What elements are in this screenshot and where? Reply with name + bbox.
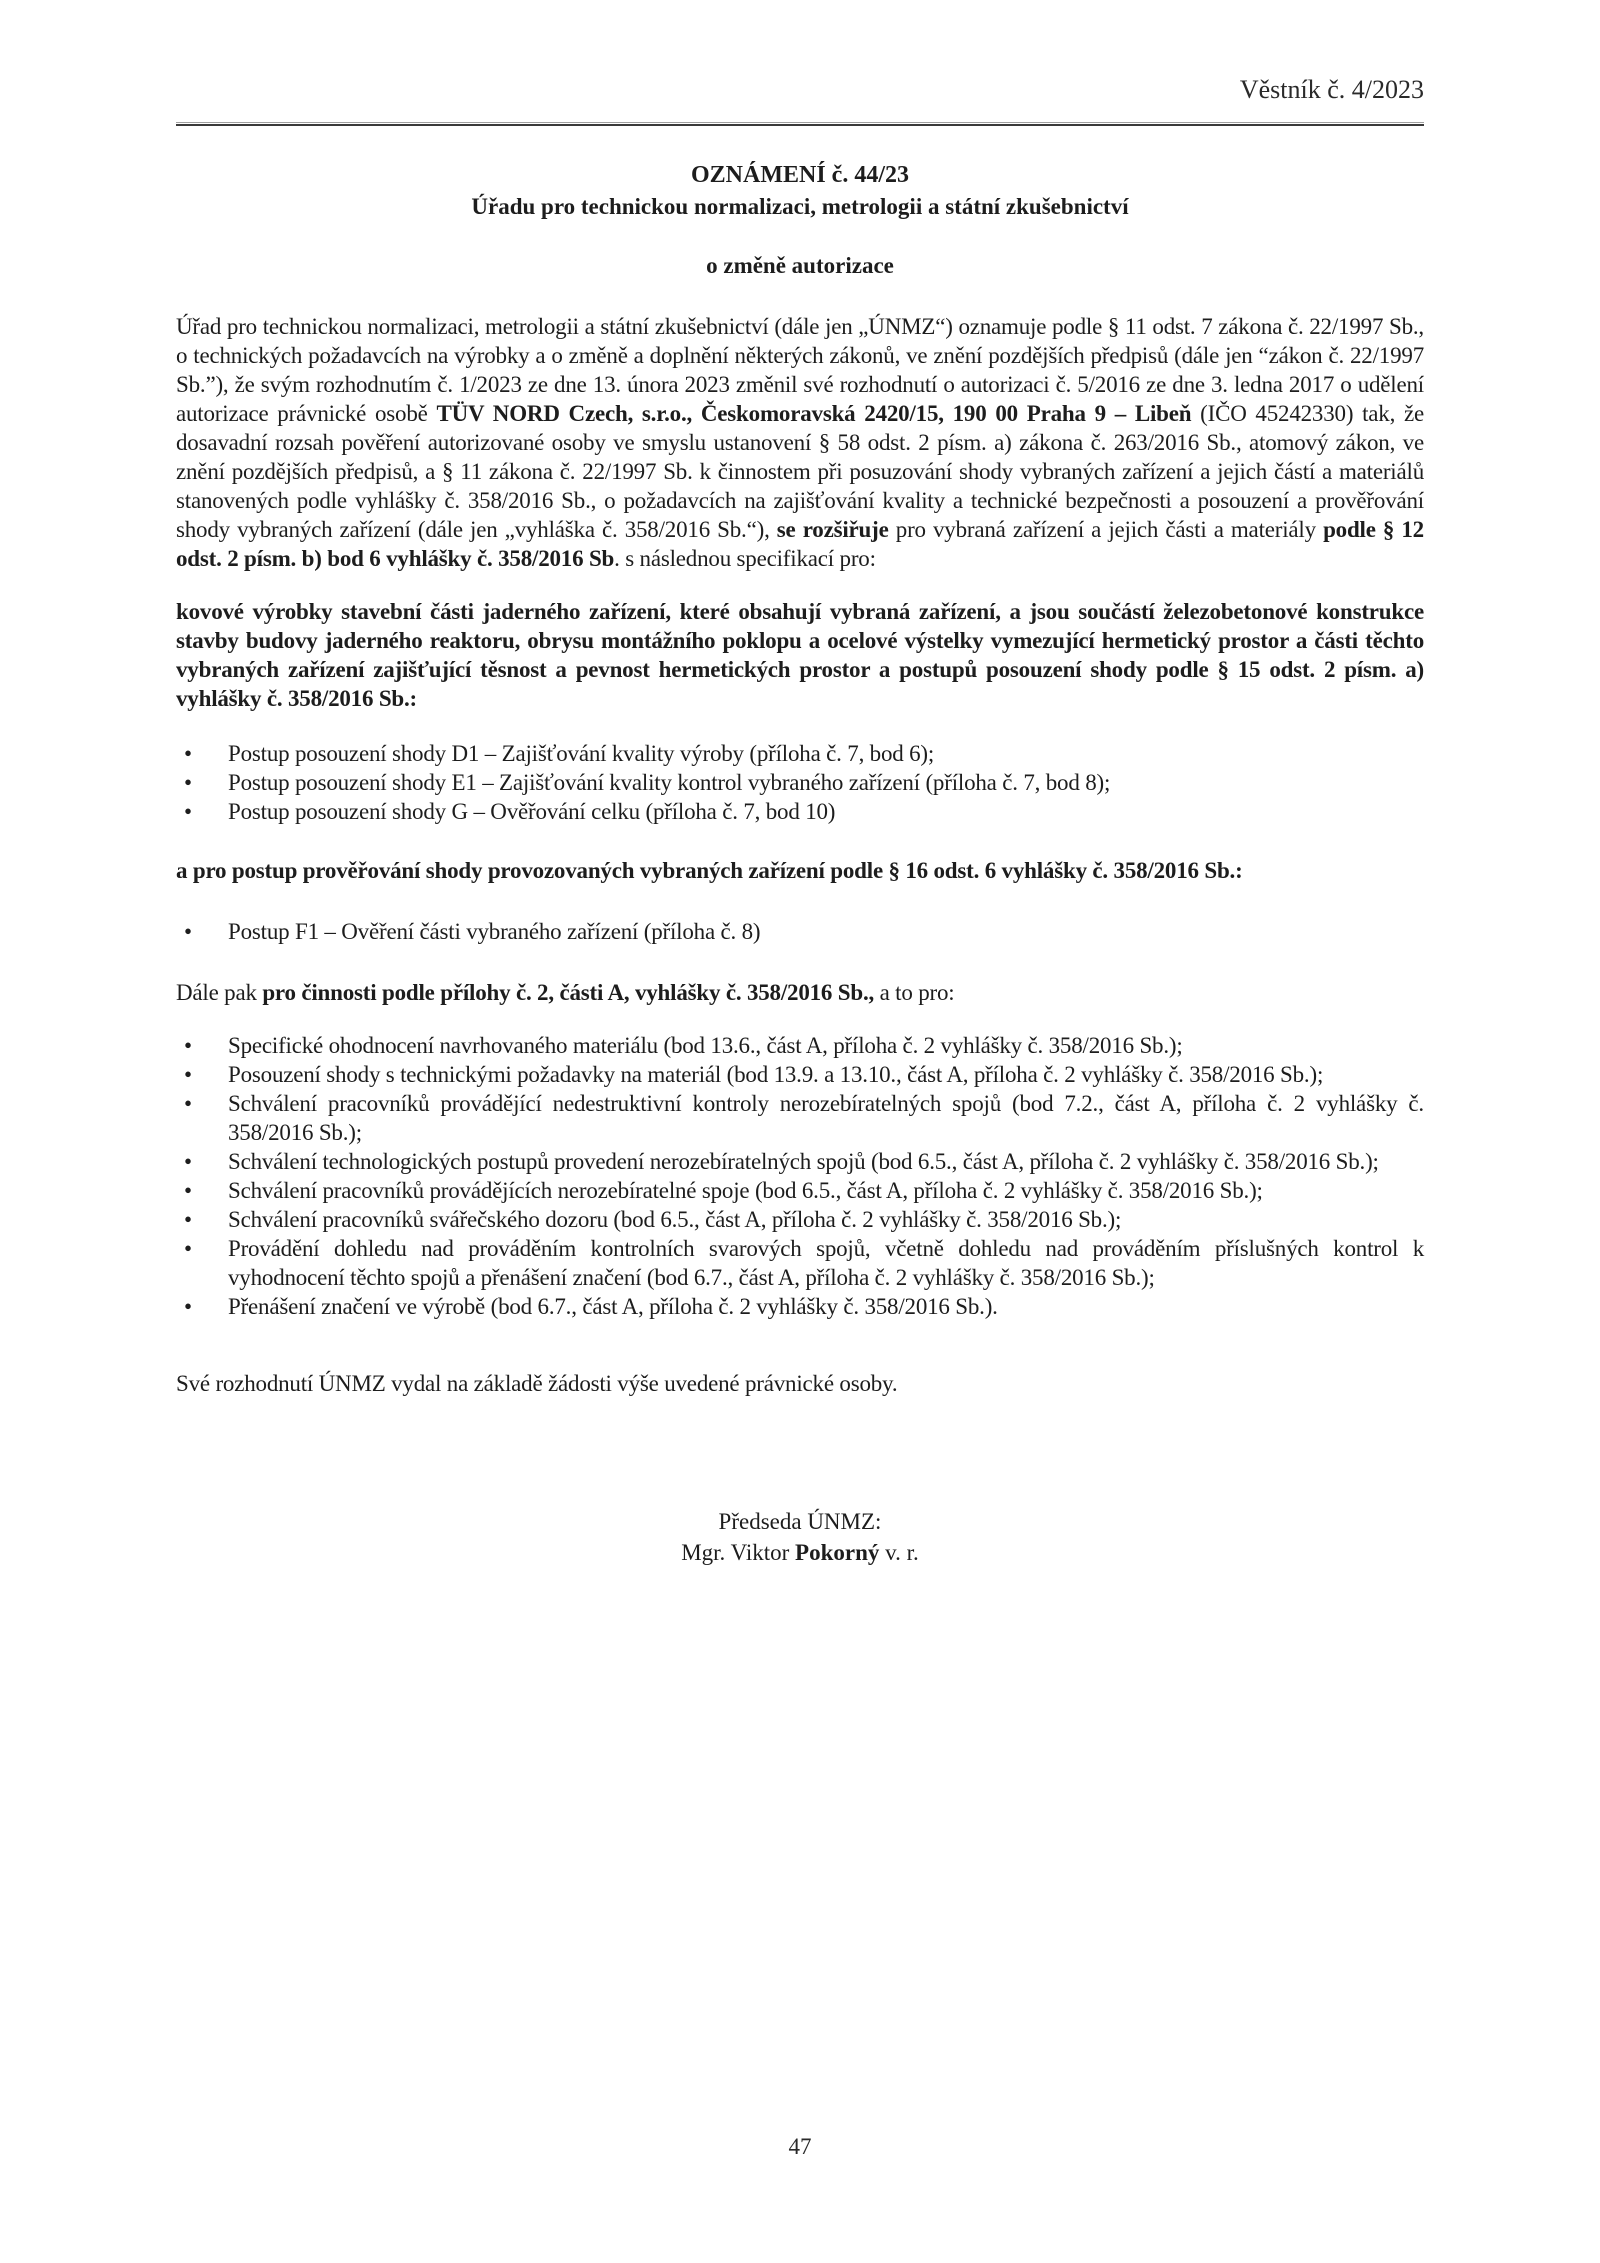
list-item — [176, 768, 1424, 797]
text-run: . s následnou specifikací pro: — [614, 546, 876, 571]
list-item — [176, 1205, 1424, 1234]
list-item-text: Postup F1 – Ověření části vybraného zařízení (příloha č. 8) — [228, 919, 761, 944]
text-run-bold: pro činnosti podle přílohy č. 2, části A, vyhlášky č. 358/2016 Sb., — [262, 980, 875, 1005]
bullet-icon: • — [184, 1294, 192, 1319]
list-item-text: Schválení technologických postupů provedení nerozebíratelných spojů (bod 6.5., část A, příloha č. 2 vyhlášky č. 358/2016 Sb.); — [228, 1149, 1379, 1174]
verification-list — [176, 917, 1424, 946]
list-item — [176, 1031, 1424, 1060]
notice-subject: o změně autorizace — [706, 253, 894, 278]
bullet-icon: • — [184, 919, 192, 944]
list-item-text: Schválení pracovníků svářečského dozoru (bod 6.5., část A, příloha č. 2 vyhlášky č. 358/2016 Sb.); — [228, 1207, 1122, 1232]
bullet-icon: • — [184, 799, 192, 824]
list-item-text: Schválení pracovníků provádějící nedestruktivní kontroly nerozebíratelných spojů (bod 7.2., část A, příloha č. 2 vyhlášky č. 358/2016 Sb.); — [228, 1091, 1424, 1145]
list-item-text: Postup posouzení shody D1 – Zajišťování kvality výroby (příloha č. 7, bod 6); — [228, 741, 935, 766]
text-run: Úřad pro technickou normalizaci, metrologii a státní zkušebnictví (dále jen „ÚNMZ“) oznamuje podle § 11 odst. 7 zákona č. 22/1997 Sb., o technických požadavcích na výrobky a o změně a doplnění některých zákonů, ve znění pozdějších předpisů (dále jen “zákon č. 22/1997 Sb.”), že svým rozhodnutím č. 1/2023 ze dne 13. února 2023 změnil své rozhodnutí o autorizaci č. 5/2016 ze dne 3. ledna 2017 o udělení autorizace právnické osobě — [176, 314, 1424, 426]
list-item — [176, 1147, 1424, 1176]
list-item-text: Provádění dohledu nad prováděním kontrolních svarových spojů, včetně dohledu nad prováděním příslušných kontrol k vyhodnocení těchto spojů a přenášení značení (bod 6.7., část A, příloha č. 2 vyhlášky č. 358/2016 Sb.); — [228, 1236, 1424, 1290]
list-item — [176, 1089, 1424, 1147]
notice-authority: Úřadu pro technickou normalizaci, metrologii a státní zkušebnictví — [471, 194, 1129, 219]
list-item-text: Schválení pracovníků provádějících nerozebíratelné spoje (bod 6.5., část A, příloha č. 2 vyhlášky č. 358/2016 Sb.); — [228, 1178, 1263, 1203]
intro-paragraph — [176, 312, 1424, 573]
list-item — [176, 917, 1424, 946]
text-run: a to pro: — [874, 980, 955, 1005]
page-number: 47 — [788, 2134, 812, 2159]
list-item-text: Posouzení shody s technickými požadavky na materiál (bod 13.9. a 13.10., část A, příloha č. 2 vyhlášky č. 358/2016 Sb.); — [228, 1062, 1324, 1087]
signature-block — [176, 1506, 1424, 1568]
closing-paragraph: Své rozhodnutí ÚNMZ vydal na základě žádosti výše uvedené právnické osoby. — [176, 1371, 898, 1396]
text-run-bold: podle § 12 odst. 2 písm. b) bod 6 vyhlášky č. 358/2016 Sb — [176, 517, 1424, 571]
bullet-icon: • — [184, 1091, 192, 1116]
bullet-icon: • — [184, 1236, 192, 1261]
bullet-icon: • — [184, 1062, 192, 1087]
verification-heading: a pro postup prověřování shody provozovaných vybraných zařízení podle § 16 odst. 6 vyhlášky č. 358/2016 Sb.: — [176, 858, 1243, 883]
text-run-bold: TÜV NORD Czech, s.r.o., Českomoravská 2420/15, 190 00 Praha 9 – Libeň — [436, 401, 1192, 426]
bullet-icon: • — [184, 1033, 192, 1058]
procedures-list — [176, 739, 1424, 826]
notice-title: OZNÁMENÍ č. 44/23 — [691, 162, 909, 188]
text-run-bold: Pokorný — [795, 1540, 880, 1565]
bullet-icon: • — [184, 1149, 192, 1174]
text-run: v. r. — [879, 1540, 919, 1565]
bullet-icon: • — [184, 1178, 192, 1203]
scope-paragraph: kovové výrobky stavební části jaderného zařízení, které obsahují vybraná zařízení, a jsou součástí železobetonové konstrukce stavby budovy jaderného reaktoru, obrysu montážního poklopu a ocelové výstelky vymezující hermetický prostor a části těchto vybraných zařízení zajišťující těsnost a pevnost hermetických prostor a postupů posouzení shody podle § 15 odst. 2 písm. a) vyhlášky č. 358/2016 Sb.: — [176, 599, 1424, 711]
gazette-header: Věstník č. 4/2023 — [1239, 75, 1424, 104]
bullet-icon: • — [184, 1207, 192, 1232]
list-item — [176, 797, 1424, 826]
signature-name — [176, 1537, 1424, 1568]
list-item — [176, 1234, 1424, 1292]
text-run: Dále pak — [176, 980, 263, 1005]
list-item — [176, 1060, 1424, 1089]
text-run: pro vybraná zařízení a jejich části a materiály — [888, 517, 1324, 542]
activities-list — [176, 1031, 1424, 1321]
list-item — [176, 1176, 1424, 1205]
list-item-text: Přenášení značení ve výrobě (bod 6.7., část A, příloha č. 2 vyhlášky č. 358/2016 Sb.). — [228, 1294, 998, 1319]
list-item-text: Postup posouzení shody G – Ověřování celku (příloha č. 7, bod 10) — [228, 799, 836, 824]
text-run-bold: se rozšiřuje — [776, 517, 889, 542]
text-run: (IČO 45242330) tak, že dosavadní rozsah pověření autorizované osoby ve smyslu ustanovení § 58 odst. 2 písm. a) zákona č. 263/2016 Sb., atomový zákon, ve znění pozdějších předpisů, a § 11 zákona č. 22/1997 Sb. k činnostem při posuzování shody vybraných zařízení a jejich částí a materiálů stanovených podle vyhlášky č. 358/2016 Sb., o požadavcích na zajišťování kvality a technické bezpečnosti a posouzení a prověřování shody vybraných zařízení (dále jen „vyhláška č. 358/2016 Sb.“), — [176, 401, 1424, 542]
text-run: Mgr. Viktor — [681, 1540, 796, 1565]
bullet-icon: • — [184, 770, 192, 795]
bullet-icon: • — [184, 741, 192, 766]
signature-role: Předseda ÚNMZ: — [718, 1509, 882, 1534]
list-item-text: Specifické ohodnocení navrhovaného materiálu (bod 13.6., část A, příloha č. 2 vyhlášky č. 358/2016 Sb.); — [228, 1033, 1183, 1058]
list-item — [176, 739, 1424, 768]
header-rule — [176, 122, 1424, 126]
list-item-text: Postup posouzení shody E1 – Zajišťování kvality kontrol vybraného zařízení (příloha č. 7, bod 8); — [228, 770, 1111, 795]
activities-intro — [176, 978, 1424, 1007]
list-item — [176, 1292, 1424, 1321]
